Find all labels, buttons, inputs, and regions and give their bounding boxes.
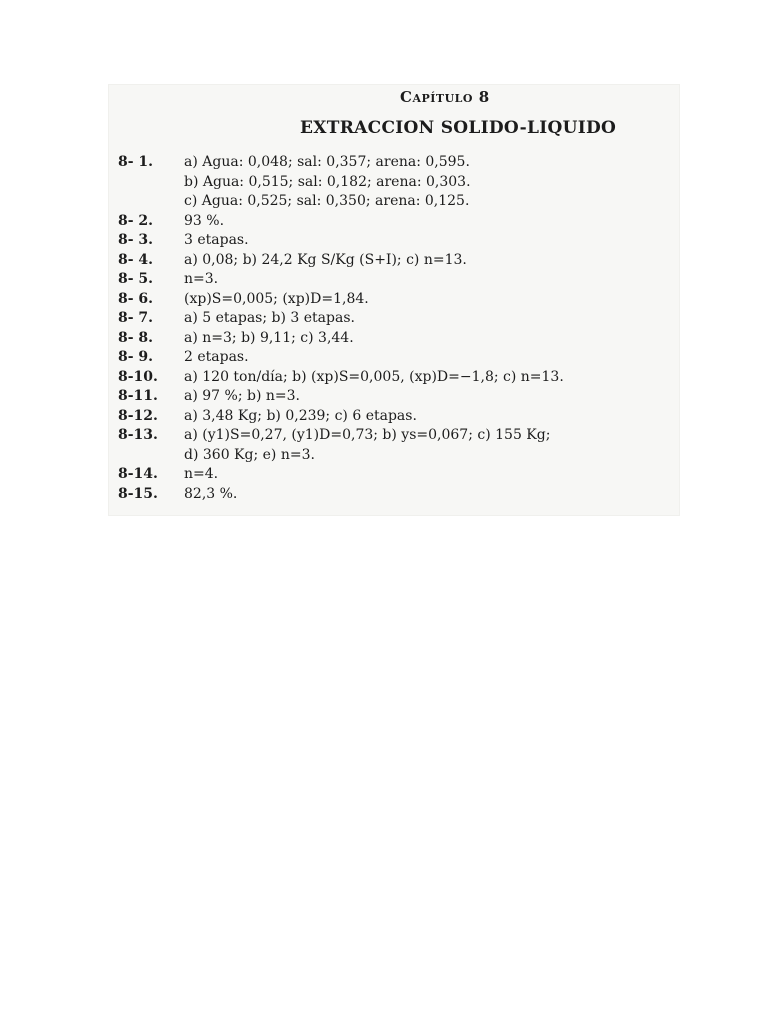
problem-number: 8- 5. <box>118 271 154 287</box>
answer-text: c) Agua: 0,525; sal: 0,350; arena: 0,125. <box>184 193 470 209</box>
problem-number: 8-15. <box>118 485 158 502</box>
answer-text: a) n=3; b) 9,11; c) 3,44. <box>184 329 354 346</box>
answer-text: a) 0,08; b) 24,2 Kg S/Kg (S+I); c) n=13. <box>184 251 467 268</box>
answer-text: a) 3,48 Kg; b) 0,239; c) 6 etapas. <box>184 407 417 424</box>
answer-text: n=3. <box>184 271 219 287</box>
problem-number: 8- 3. <box>118 232 154 248</box>
problem-number: 8- 6. <box>118 290 154 307</box>
section-title: EXTRACCION SOLIDO-LIQUIDO <box>300 118 617 138</box>
problem-number: 8- 2. <box>118 212 154 229</box>
answer-text: 93 %. <box>184 212 225 229</box>
problem-number: 8- 8. <box>118 329 154 346</box>
problem-number: 8-14. <box>118 466 158 482</box>
answer-text: a) 97 %; b) n=3. <box>184 388 300 404</box>
answer-text: d) 360 Kg; e) n=3. <box>184 446 315 463</box>
problem-number: 8- 4. <box>118 251 154 268</box>
answer-text: 2 etapas. <box>184 349 249 365</box>
problem-number: 8-12. <box>118 407 158 424</box>
problem-number: 8-10. <box>118 368 158 385</box>
answer-text: 3 etapas. <box>184 232 249 248</box>
answer-text: n=4. <box>184 466 219 482</box>
problem-number: 8- 1. <box>118 154 154 170</box>
answer-text: a) 5 etapas; b) 3 etapas. <box>184 310 355 326</box>
problem-number: 8- 7. <box>118 310 154 326</box>
answer-text: (xp)S=0,005; (xp)D=1,84. <box>184 290 369 307</box>
answer-text: a) (y1)S=0,27, (y1)D=0,73; b) ys=0,067; c) 155 Kg; <box>184 427 551 443</box>
answer-text: 82,3 %. <box>184 485 238 502</box>
answer-text: a) Agua: 0,048; sal: 0,357; arena: 0,595. <box>184 154 470 170</box>
problem-number: 8- 9. <box>118 349 154 365</box>
answer-text: a) 120 ton/día; b) (xp)S=0,005, (xp)D=−1,8; c) n=13. <box>184 368 564 385</box>
problem-number: 8-11. <box>118 388 158 404</box>
chapter-heading: Capítulo 8 <box>400 88 490 106</box>
problem-number: 8-13. <box>118 427 158 443</box>
answer-text: b) Agua: 0,515; sal: 0,182; arena: 0,303. <box>184 173 471 190</box>
